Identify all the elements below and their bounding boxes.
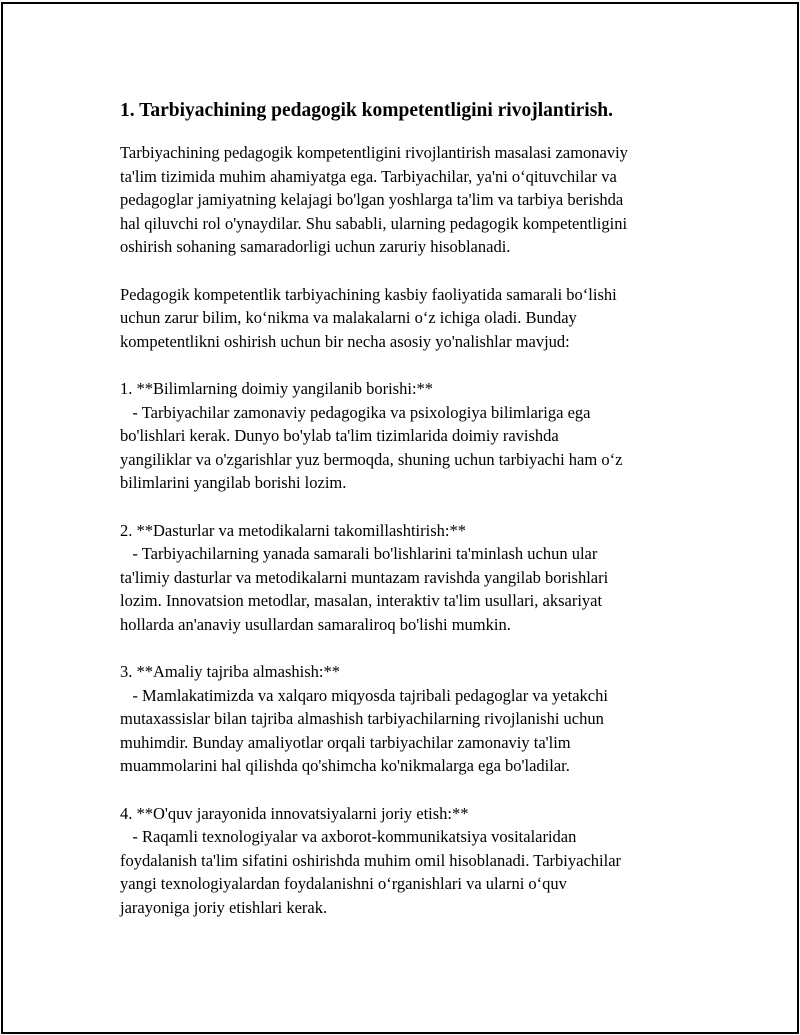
text-line: mutaxassislar bilan tajriba almashish tarbiyachilarning rivojlanishi uchun — [120, 709, 604, 729]
text-line: yangiliklar va o'zgarishlar yuz bermoqda, shuning uchun tarbiyachi ham o‘z — [120, 449, 623, 469]
paragraph-definition — [120, 283, 700, 354]
document-body — [120, 98, 700, 920]
text-line: lozim. Innovatsion metodlar, masalan, interaktiv ta'lim usullari, aksariyat — [120, 591, 603, 611]
text-line: - Tarbiyachilar zamonaviy pedagogika va psixologiya bilimlariga ega — [120, 402, 591, 422]
paragraph-intro — [120, 141, 700, 259]
text-line: uchun zarur bilim, ko‘nikma va malakalarni o‘z ichiga oladi. Bunday — [120, 308, 577, 328]
text-line: ta'limiy dasturlar va metodikalarni muntazam ravishda yangilab borishlari — [120, 567, 609, 587]
paragraph-gap — [120, 778, 700, 802]
page-frame — [1, 2, 799, 1034]
document-title: 1. Tarbiyachining pedagogik kompetentligini rivojlantirish. — [120, 100, 614, 121]
text-line: hal qiluvchi rol o'ynaydilar. Shu sababli, ularning pedagogik kompetentligini — [120, 213, 628, 233]
text-line: muhimdir. Bunday amaliyotlar orqali tarbiyachilar zamonaviy ta'lim — [120, 732, 571, 752]
text-line: Pedagogik kompetentlik tarbiyachining kasbiy faoliyatida samarali bo‘lishi — [120, 284, 617, 304]
text-line: Tarbiyachining pedagogik kompetentligini rivojlantirish masalasi zamonaviy — [120, 143, 628, 162]
list-item-heading: 4. **O'quv jarayonida innovatsiyalarni joriy etish:** — [120, 803, 469, 823]
list-item-1 — [120, 377, 700, 495]
text-line: bilimlarini yangilab borishi lozim. — [120, 473, 347, 493]
paragraph-gap — [120, 495, 700, 519]
list-item-3 — [120, 660, 700, 778]
text-line: foydalanish ta'lim sifatini oshirishda muhim omil hisoblanadi. Tarbiyachilar — [120, 850, 622, 870]
text-line: muammolarini hal qilishda qo'shimcha ko'nikmalarga ega bo'ladilar. — [120, 756, 570, 776]
text-line: - Raqamli texnologiyalar va axborot-kommunikatsiya vositalaridan — [120, 827, 577, 847]
paragraph-gap — [120, 636, 700, 660]
paragraph-gap — [120, 259, 700, 283]
list-item-4 — [120, 802, 700, 920]
text-line: - Tarbiyachilarning yanada samarali bo'lishlarini ta'minlash uchun ular — [120, 544, 598, 564]
list-item-heading: 1. **Bilimlarning doimiy yangilanib borishi:** — [120, 378, 434, 398]
list-item-heading: 2. **Dasturlar va metodikalarni takomillashtirish:** — [120, 520, 466, 540]
text-line: pedagoglar jamiyatning kelajagi bo'lgan yoshlarga ta'lim va tarbiya berishda — [120, 190, 624, 210]
text-line: bo'lishlari kerak. Dunyo bo'ylab ta'lim tizimlarida doimiy ravishda — [120, 426, 559, 446]
text-line: oshirish sohaning samaradorligi uchun zaruriy hisoblanadi. — [120, 237, 511, 257]
text-line: jarayoniga joriy etishlari kerak. — [120, 898, 328, 917]
text-line: - Mamlakatimizda va xalqaro miqyosda tajribali pedagoglar va yetakchi — [120, 685, 608, 705]
paragraph-gap — [120, 353, 700, 377]
list-item-2 — [120, 519, 700, 637]
text-line: hollarda an'anaviy usullardan samaraliroq bo'lishi mumkin. — [120, 614, 511, 634]
text-line: yangi texnologiyalardan foydalanishni o‘rganishlari va ularni o‘quv — [120, 874, 567, 894]
text-line: ta'lim tizimida muhim ahamiyatga ega. Tarbiyachilar, ya'ni o‘qituvchilar va — [120, 166, 617, 186]
list-item-heading: 3. **Amaliy tajriba almashish:** — [120, 662, 340, 682]
text-line: kompetentlikni oshirish uchun bir necha asosiy yo'nalishlar mavjud: — [120, 331, 570, 351]
